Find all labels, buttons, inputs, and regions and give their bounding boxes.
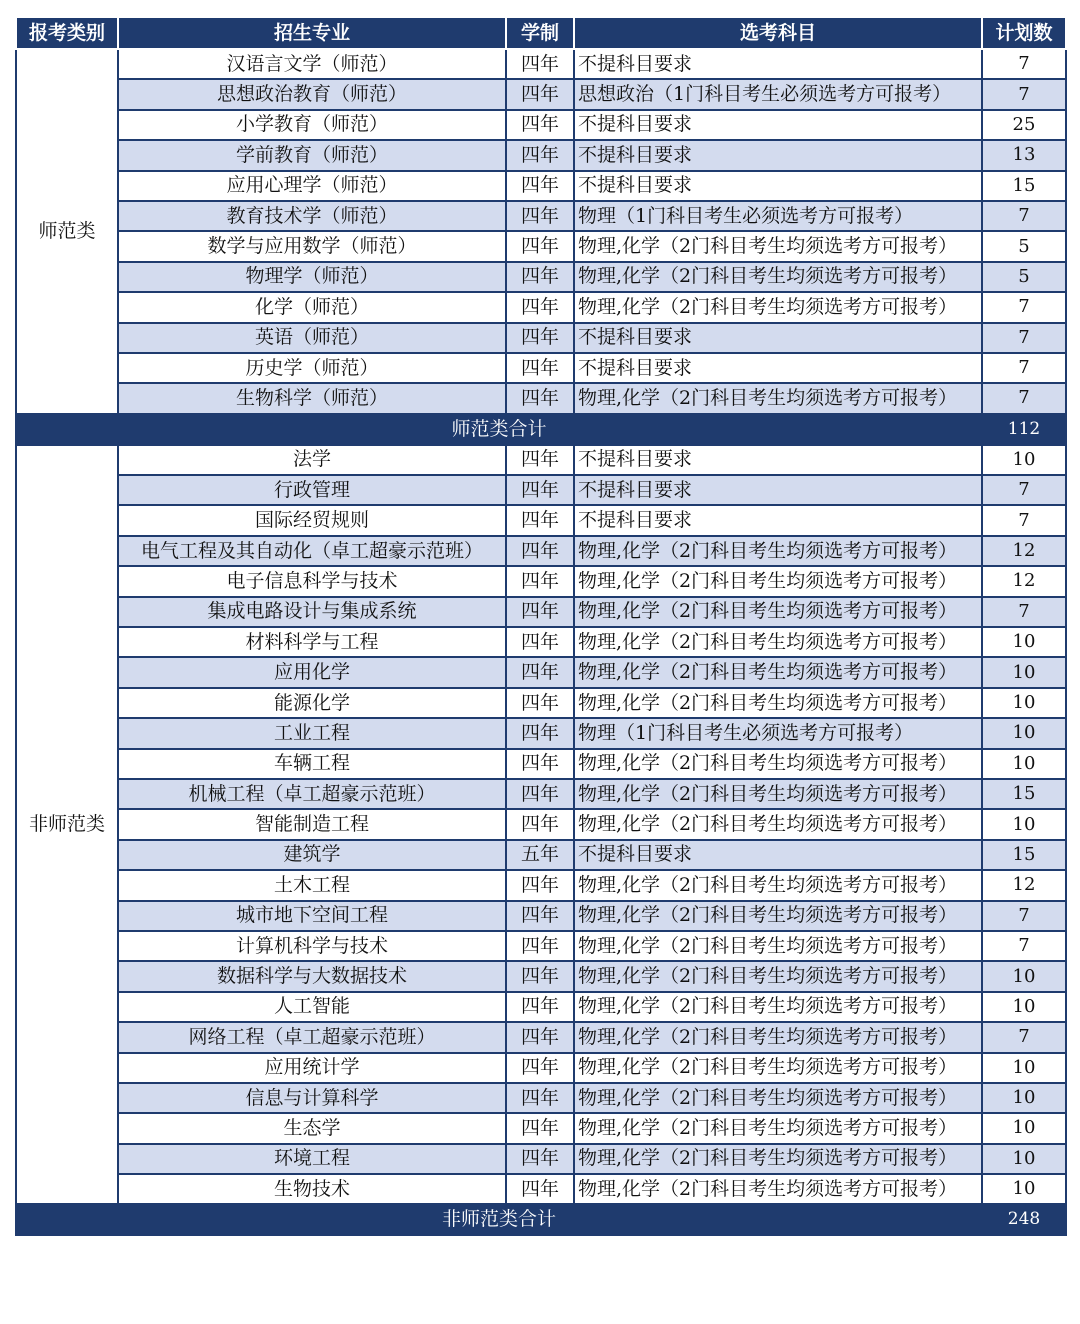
major-cell: 小学教育（师范） [118,110,506,140]
count-cell: 7 [982,901,1066,931]
major-cell: 人工智能 [118,992,506,1022]
count-cell: 10 [982,992,1066,1022]
table-row [16,49,1066,79]
table-row [16,901,1066,931]
count-cell: 15 [982,171,1066,201]
count-cell: 10 [982,718,1066,748]
years-cell: 四年 [506,901,574,931]
count-cell: 7 [982,201,1066,231]
years-cell: 四年 [506,505,574,535]
subjects-cell: 物理,化学（2门科目考生均须选考方可报考） [574,901,982,931]
years-cell: 四年 [506,140,574,170]
years-cell: 四年 [506,536,574,566]
major-cell: 学前教育（师范） [118,140,506,170]
table-row [16,779,1066,809]
years-cell: 四年 [506,809,574,839]
major-cell: 城市地下空间工程 [118,901,506,931]
table-row [16,110,1066,140]
subjects-cell: 物理,化学（2门科目考生均须选考方可报考） [574,262,982,292]
count-cell: 10 [982,657,1066,687]
header-years: 学制 [506,17,574,49]
major-cell: 电子信息科学与技术 [118,566,506,596]
count-cell: 7 [982,353,1066,383]
major-cell: 生物科学（师范） [118,383,506,413]
subjects-cell: 物理,化学（2门科目考生均须选考方可报考） [574,688,982,718]
count-cell: 15 [982,779,1066,809]
subjects-cell: 不提科目要求 [574,323,982,353]
subjects-cell: 物理,化学（2门科目考生均须选考方可报考） [574,1053,982,1083]
subjects-cell: 物理,化学（2门科目考生均须选考方可报考） [574,597,982,627]
major-cell: 应用心理学（师范） [118,171,506,201]
years-cell: 四年 [506,49,574,79]
years-cell: 五年 [506,840,574,870]
count-cell: 5 [982,231,1066,261]
major-cell: 电气工程及其自动化（卓工超豪示范班） [118,536,506,566]
years-cell: 四年 [506,1174,574,1204]
years-cell: 四年 [506,931,574,961]
table-row [16,1053,1066,1083]
table-row [16,870,1066,900]
years-cell: 四年 [506,718,574,748]
subjects-cell: 不提科目要求 [574,445,982,475]
count-cell: 10 [982,445,1066,475]
count-cell: 25 [982,110,1066,140]
major-cell: 应用化学 [118,657,506,687]
header-major: 招生专业 [118,17,506,49]
years-cell: 四年 [506,566,574,596]
table-row [16,536,1066,566]
table-row [16,718,1066,748]
table-row [16,231,1066,261]
major-cell: 计算机科学与技术 [118,931,506,961]
count-cell: 12 [982,536,1066,566]
table-row [16,961,1066,991]
table-row [16,840,1066,870]
major-cell: 应用统计学 [118,1053,506,1083]
major-cell: 教育技术学（师范） [118,201,506,231]
count-cell: 10 [982,1144,1066,1174]
category-cell: 师范类 [16,49,118,414]
count-cell: 7 [982,597,1066,627]
years-cell: 四年 [506,445,574,475]
count-cell: 7 [982,1022,1066,1052]
table-row [16,445,1066,475]
table-row [16,505,1066,535]
major-cell: 环境工程 [118,1144,506,1174]
count-cell: 12 [982,870,1066,900]
header-row [16,17,1066,49]
table-row [16,292,1066,322]
major-cell: 历史学（师范） [118,353,506,383]
subjects-cell: 不提科目要求 [574,505,982,535]
major-cell: 英语（师范） [118,323,506,353]
subjects-cell: 物理（1门科目考生必须选考方可报考） [574,718,982,748]
subjects-cell: 物理,化学（2门科目考生均须选考方可报考） [574,992,982,1022]
count-cell: 10 [982,809,1066,839]
years-cell: 四年 [506,1113,574,1143]
table-row [16,1083,1066,1113]
count-cell: 10 [982,1113,1066,1143]
header-subjects: 选考科目 [574,17,982,49]
subjects-cell: 不提科目要求 [574,140,982,170]
table-row [16,140,1066,170]
subjects-cell: 物理,化学（2门科目考生均须选考方可报考） [574,292,982,322]
subjects-cell: 不提科目要求 [574,475,982,505]
table-row [16,1174,1066,1204]
subjects-cell: 物理,化学（2门科目考生均须选考方可报考） [574,870,982,900]
major-cell: 建筑学 [118,840,506,870]
major-cell: 数学与应用数学（师范） [118,231,506,261]
count-cell: 10 [982,1174,1066,1204]
subjects-cell: 思想政治（1门科目考生必须选考方可报考） [574,79,982,109]
years-cell: 四年 [506,201,574,231]
subjects-cell: 物理,化学（2门科目考生均须选考方可报考） [574,1174,982,1204]
major-cell: 国际经贸规则 [118,505,506,535]
major-cell: 网络工程（卓工超豪示范班） [118,1022,506,1052]
count-cell: 10 [982,1053,1066,1083]
subjects-cell: 物理,化学（2门科目考生均须选考方可报考） [574,231,982,261]
table-row [16,627,1066,657]
count-cell: 7 [982,505,1066,535]
major-cell: 工业工程 [118,718,506,748]
years-cell: 四年 [506,1083,574,1113]
count-cell: 13 [982,140,1066,170]
major-cell: 思想政治教育（师范） [118,79,506,109]
years-cell: 四年 [506,597,574,627]
table-row [16,809,1066,839]
subjects-cell: 物理,化学（2门科目考生均须选考方可报考） [574,931,982,961]
subjects-cell: 不提科目要求 [574,353,982,383]
major-cell: 信息与计算科学 [118,1083,506,1113]
count-cell: 5 [982,262,1066,292]
count-cell: 15 [982,840,1066,870]
table-row [16,992,1066,1022]
years-cell: 四年 [506,110,574,140]
total-label: 师范类合计 [16,414,982,445]
years-cell: 四年 [506,1053,574,1083]
table-row [16,262,1066,292]
major-cell: 生物技术 [118,1174,506,1204]
years-cell: 四年 [506,79,574,109]
years-cell: 四年 [506,383,574,413]
subjects-cell: 物理,化学（2门科目考生均须选考方可报考） [574,383,982,413]
table-row [16,749,1066,779]
count-cell: 10 [982,961,1066,991]
years-cell: 四年 [506,231,574,261]
years-cell: 四年 [506,688,574,718]
major-cell: 机械工程（卓工超豪示范班） [118,779,506,809]
major-cell: 物理学（师范） [118,262,506,292]
category-cell: 非师范类 [16,445,118,1205]
table-row [16,566,1066,596]
subjects-cell: 物理,化学（2门科目考生均须选考方可报考） [574,566,982,596]
subjects-cell: 物理,化学（2门科目考生均须选考方可报考） [574,961,982,991]
years-cell: 四年 [506,992,574,1022]
count-cell: 7 [982,79,1066,109]
header-category: 报考类别 [16,17,118,49]
header-count: 计划数 [982,17,1066,49]
count-cell: 10 [982,749,1066,779]
years-cell: 四年 [506,171,574,201]
table-row [16,1144,1066,1174]
table-row [16,383,1066,413]
subjects-cell: 不提科目要求 [574,110,982,140]
table-row [16,1022,1066,1052]
total-count: 248 [982,1204,1066,1235]
count-cell: 7 [982,475,1066,505]
count-cell: 7 [982,49,1066,79]
count-cell: 7 [982,323,1066,353]
years-cell: 四年 [506,657,574,687]
major-cell: 能源化学 [118,688,506,718]
major-cell: 法学 [118,445,506,475]
subjects-cell: 物理,化学（2门科目考生均须选考方可报考） [574,749,982,779]
subjects-cell: 物理,化学（2门科目考生均须选考方可报考） [574,779,982,809]
table-row [16,171,1066,201]
subjects-cell: 不提科目要求 [574,49,982,79]
count-cell: 7 [982,383,1066,413]
subjects-cell: 物理,化学（2门科目考生均须选考方可报考） [574,1083,982,1113]
count-cell: 10 [982,1083,1066,1113]
table-row [16,1113,1066,1143]
subjects-cell: 物理,化学（2门科目考生均须选考方可报考） [574,1144,982,1174]
count-cell: 10 [982,688,1066,718]
major-cell: 材料科学与工程 [118,627,506,657]
major-cell: 汉语言文学（师范） [118,49,506,79]
table-row [16,201,1066,231]
subjects-cell: 物理（1门科目考生必须选考方可报考） [574,201,982,231]
years-cell: 四年 [506,961,574,991]
count-cell: 12 [982,566,1066,596]
subjects-cell: 物理,化学（2门科目考生均须选考方可报考） [574,1113,982,1143]
count-cell: 7 [982,292,1066,322]
major-cell: 车辆工程 [118,749,506,779]
years-cell: 四年 [506,475,574,505]
major-cell: 数据科学与大数据技术 [118,961,506,991]
count-cell: 7 [982,931,1066,961]
subjects-cell: 物理,化学（2门科目考生均须选考方可报考） [574,657,982,687]
years-cell: 四年 [506,1144,574,1174]
count-cell: 10 [982,627,1066,657]
subjects-cell: 物理,化学（2门科目考生均须选考方可报考） [574,809,982,839]
total-count: 112 [982,414,1066,445]
table-row [16,597,1066,627]
years-cell: 四年 [506,870,574,900]
years-cell: 四年 [506,292,574,322]
years-cell: 四年 [506,353,574,383]
years-cell: 四年 [506,1022,574,1052]
major-cell: 土木工程 [118,870,506,900]
table-row [16,688,1066,718]
table-row [16,475,1066,505]
table-row [16,657,1066,687]
subjects-cell: 物理,化学（2门科目考生均须选考方可报考） [574,627,982,657]
table-row [16,79,1066,109]
subjects-cell: 物理,化学（2门科目考生均须选考方可报考） [574,536,982,566]
major-cell: 智能制造工程 [118,809,506,839]
total-label: 非师范类合计 [16,1204,982,1235]
major-cell: 行政管理 [118,475,506,505]
table-row [16,353,1066,383]
subjects-cell: 不提科目要求 [574,171,982,201]
total-row [16,1204,1066,1235]
years-cell: 四年 [506,262,574,292]
years-cell: 四年 [506,749,574,779]
table-row [16,931,1066,961]
subjects-cell: 不提科目要求 [574,840,982,870]
major-cell: 化学（师范） [118,292,506,322]
total-row [16,414,1066,445]
major-cell: 集成电路设计与集成系统 [118,597,506,627]
enrollment-plan-table [15,16,1067,1236]
years-cell: 四年 [506,779,574,809]
years-cell: 四年 [506,627,574,657]
subjects-cell: 物理,化学（2门科目考生均须选考方可报考） [574,1022,982,1052]
years-cell: 四年 [506,323,574,353]
table-row [16,323,1066,353]
major-cell: 生态学 [118,1113,506,1143]
